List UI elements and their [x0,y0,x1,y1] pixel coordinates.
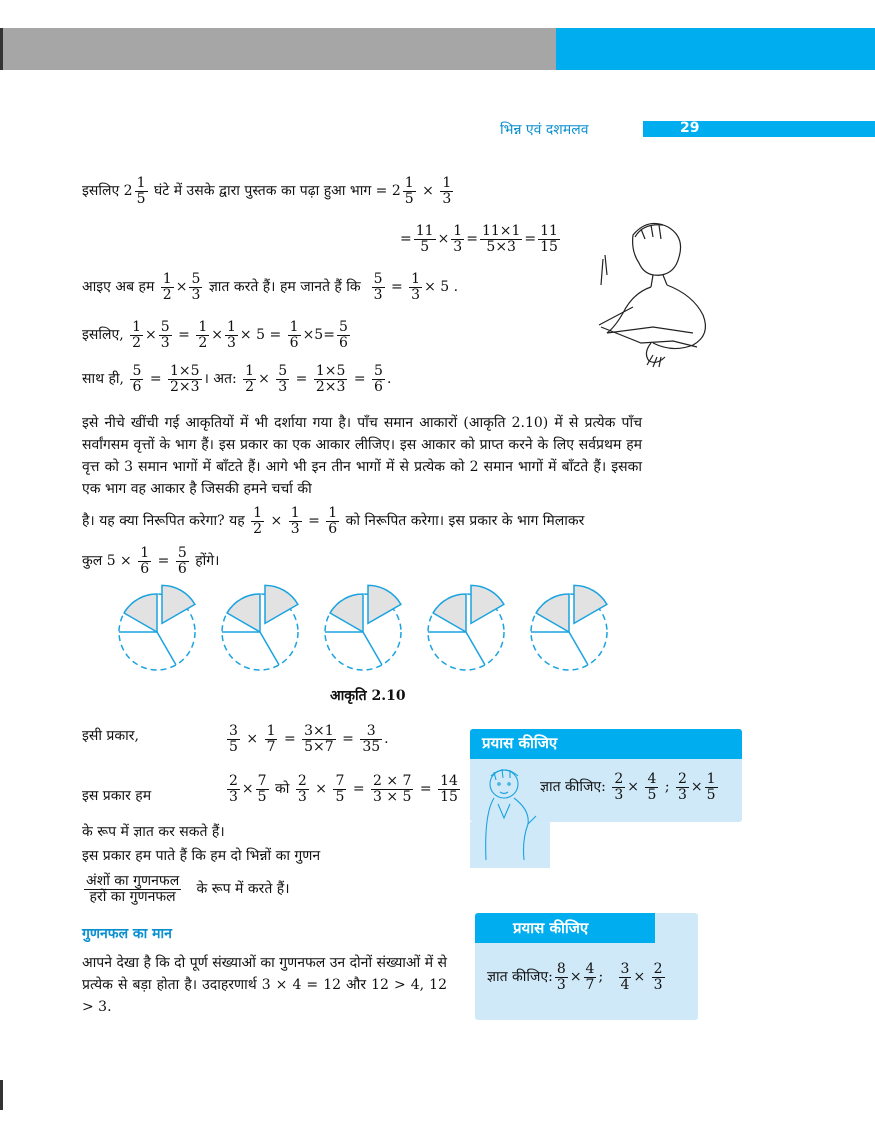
mixed-fraction: 2 $\frac{1}{5}$ [123,175,146,207]
try-box-2-header [475,913,655,943]
try-box-1-header [470,729,742,759]
division-line [569,632,588,665]
paragraph: इसे नीचे खींची गई आकृतियों में भी दर्शाया गया है। पाँच समान आकारों (आकृति 2.10) में से प्रत्येक पाँच सर्वांगसम वृत्तों के भाग हैं। इस प्रकार का एक आकार लीजिए। इस आकार को प्राप्त करने के लिए सर्वप्रथम हम वृत्त को 3 समान भागों में बाँटते हैं। आगे भी इन तीन भागों में से प्रत्येक को 2 समान भागों में बाँटते हैं। इसका एक भाग वह आकार है जिसकी हमने चर्चा की [82,415,642,497]
shaded-sector [227,594,260,632]
shaded-sector [330,594,363,632]
try-box-2-content: ज्ञात कीजिए: $\frac{8}{3}$ × $\frac{4}{7}$ ; $\frac{3}{4}$ × $\frac{2}{3}$ [487,961,663,993]
math-expression: $\frac{2}{3}$ × $\frac{7}{5}$ को $\frac{2}{3}$ × $\frac{7}{5}$ = $\frac{2 \times 7}{3 \times 5}$ = $\frac{14}{15}$ [229,773,458,805]
page-number: 29 [680,120,700,136]
text-line: इस प्रकार हम पाते हैं कि हम दो भिन्नों का गुणन [82,848,321,864]
figure-circles [112,582,632,682]
fraction: $\frac{1}{3}$ [442,175,452,207]
mixed-fraction: 2 $\frac{1}{5}$ [391,175,414,207]
detached-sector [471,585,504,623]
shaded-sector [124,594,157,632]
math-line-2: = $\frac{11}{5}$ × $\frac{1}{3}$ = $\frac{11\times 1}{5\times 3}$ = $\frac{11}{15}$ [400,223,558,255]
try-box-1-content: ज्ञात कीजिए: $\frac{2}{3}$ × $\frac{4}{5}$ ; $\frac{2}{3}$ × $\frac{1}{5}$ [540,771,716,803]
try-box-title: प्रयास कीजिए [513,919,589,937]
page-number-band [643,121,875,137]
figure-caption: आकृति 2.10 [330,688,406,704]
math-line-8: इसी प्रकार, [82,728,139,744]
boy-reading-illustration [593,215,718,375]
header-bar-blue [556,28,875,70]
figure-circle [325,585,401,670]
math-line-7: कुल 5 × $\frac{1}{6}$ = $\frac{5}{6}$ होंगे। [82,545,220,577]
math-line-5: साथ ही, $\frac{5}{6}$ = $\frac{1\times 5}{2\times 3}$ । अत: $\frac{1}{2}$ × $\frac{5}{3}$ = $\frac{1\times 5}{2\times 3}$ = $\frac{5}{6}$ . [82,363,392,395]
division-line [157,632,176,665]
math-line-3: आइए अब हम $\frac{1}{2}$ × $\frac{5}{3}$ ज्ञात करते हैं। हम जानते हैं कि $\frac{5}{3}$ = $\frac{1}{3}$ × 5 . [82,271,459,303]
figure-circle [119,585,195,670]
math-line-6: है। यह क्या निरूपित करेगा? यह $\frac{1}{2}$ × $\frac{1}{3}$ = $\frac{1}{6}$ को निरूपित करेगा। इस प्रकार के भाग मिलाकर [82,505,585,537]
division-line [466,632,485,665]
math-expression: $\frac{3}{5}$ × $\frac{1}{7}$ = $\frac{3\times 1}{5\times 7}$ = $\frac{3}{35}$ . [229,723,389,755]
division-line [260,632,279,665]
text: इसलिए [82,183,120,200]
chapter-title: भिन्न एवं दशमलव [500,122,589,138]
crop-mark [0,28,3,70]
math-line-1: इसलिए 2 $\frac{1}{5}$ घंटे में उसके द्वारा पुस्तक का पढ़ा हुआ भाग = 2 $\frac{1}{5}$ × $\frac{1}{3}$ [82,175,452,207]
crop-mark [0,1080,3,1110]
text: घंटे में उसके द्वारा पुस्तक का पढ़ा हुआ भाग = [153,183,388,200]
try-box-title: प्रयास कीजिए [482,734,558,752]
shaded-sector [433,594,466,632]
detached-sector [368,585,401,623]
student-illustration [478,764,540,864]
math-line-9: इस प्रकार हम [82,788,152,804]
shaded-sector [536,594,569,632]
math-line-4: इसलिए, $\frac{1}{2}$ × $\frac{5}{3}$ = $\frac{1}{2}$ × $\frac{1}{3}$ × 5 = $\frac{1}{6}$ ×5= $\frac{5}{6}$ [82,319,348,351]
figure-circle [222,585,298,670]
math-line-12: $\frac{\text{अंशों का गुणनफल}}{\text{हरों का गुणनफल}}$ के रूप में करते हैं। [86,873,290,905]
detached-sector [574,585,607,623]
header-bar-gray [0,28,556,70]
detached-sector [162,585,195,623]
text-line: के रूप में ज्ञात कर सकते हैं। [82,824,225,840]
section-heading: गुणनफल का मान [82,926,172,942]
figure-circle [531,585,607,670]
paragraph: आपने देखा है कि दो पूर्ण संख्याओं का गुणनफल उन दोनों संख्याओं में से प्रत्येक से बड़ा होता है। उदाहरणार्थ 3 × 4 = 12 और 12 > 4, 12 > 3. [82,955,447,1015]
division-line [363,632,382,665]
figure-circle [428,585,504,670]
detached-sector [265,585,298,623]
